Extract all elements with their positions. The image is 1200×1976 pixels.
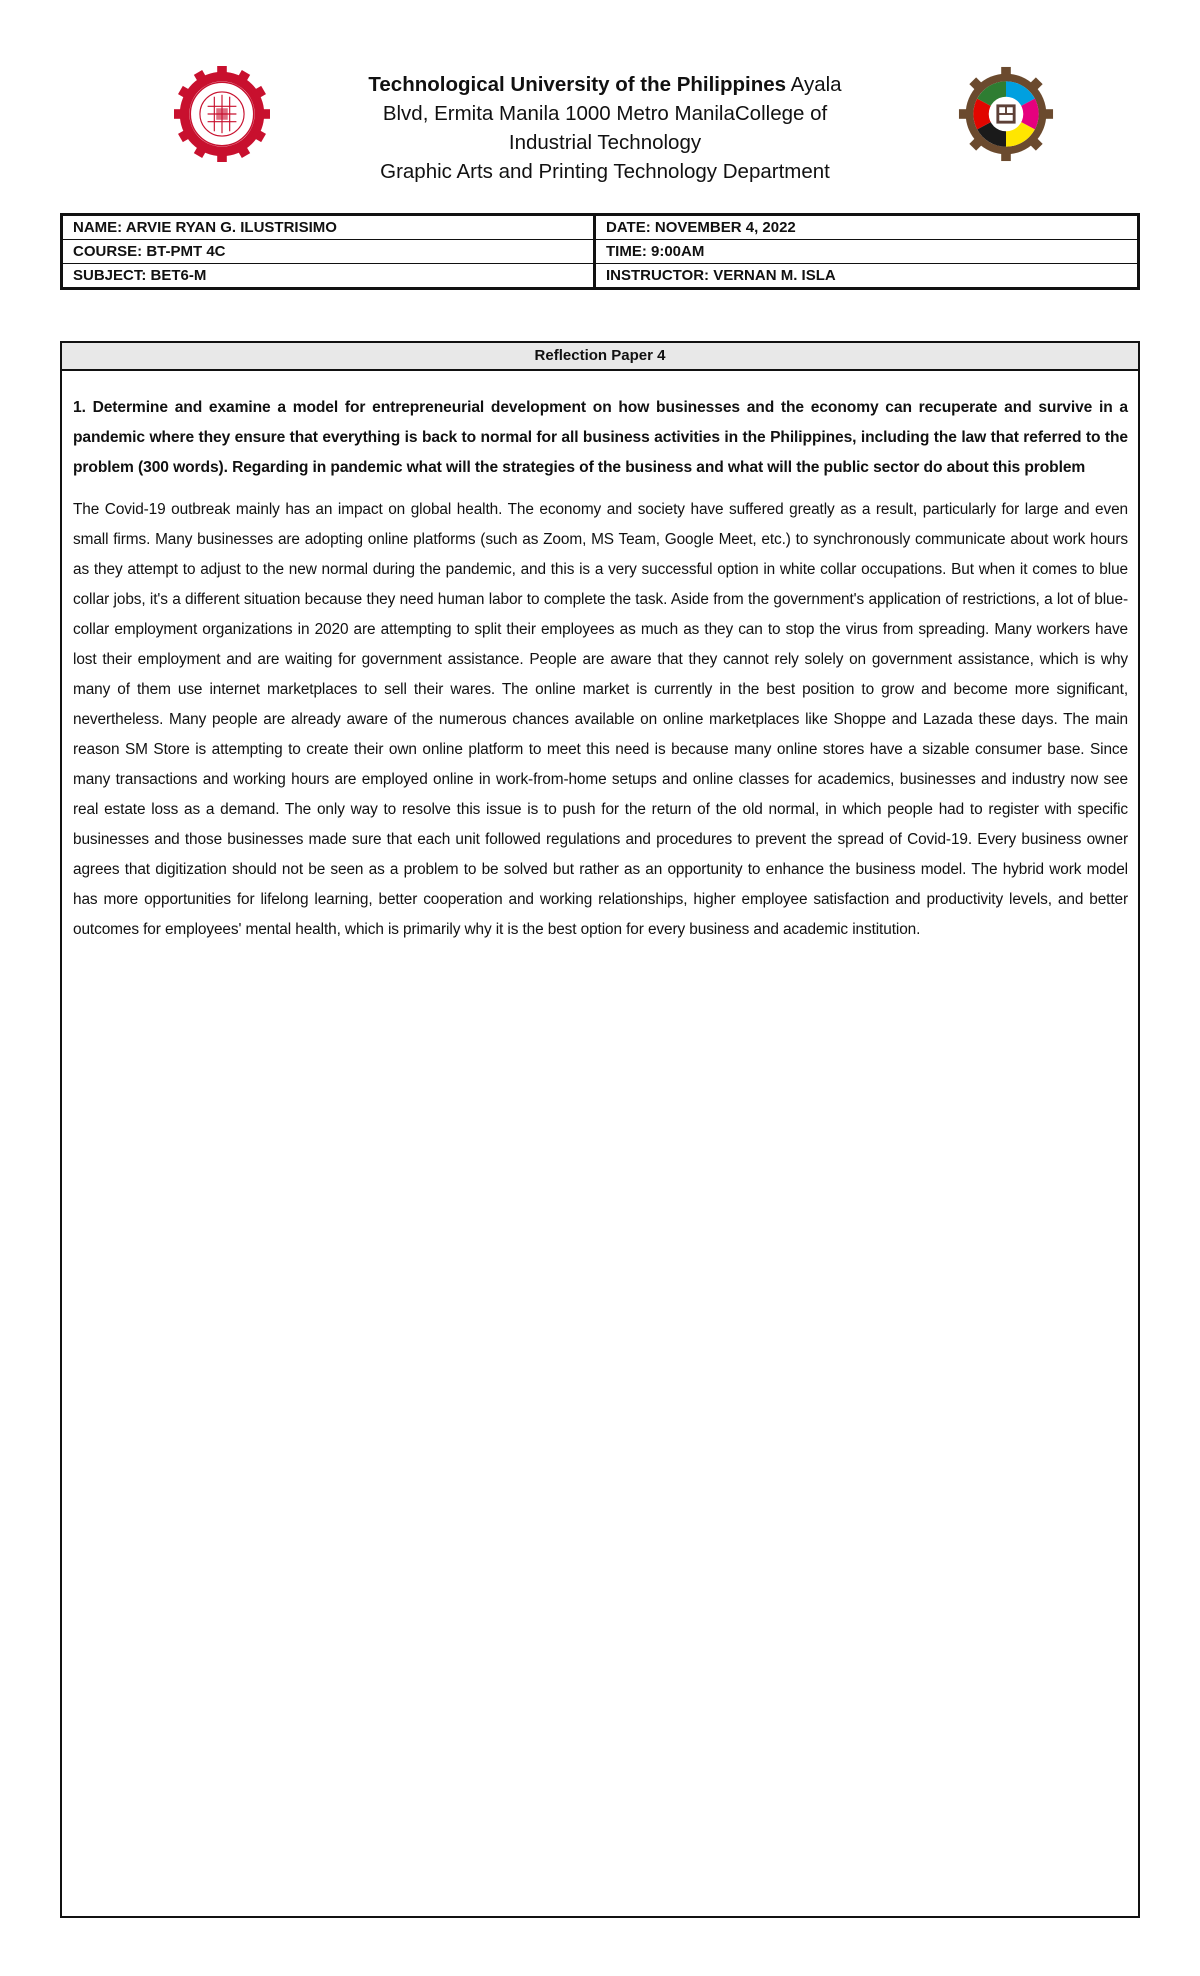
reflection-body: The Covid-19 outbreak mainly has an impact on global health. The economy and society have suffered greatly as a result, particularly for large and even small firms. Many businesses are adopting online platforms (such as Zoom, MS Team, Google Meet, etc.) to synchronously communicate about work hours as they attempt to adjust to the new normal during the pandemic, and this is a very successful option in white collar occupations. But when it comes to blue collar jobs, it's a different situation because they need human labor to complete the task. Aside from the government's application of restrictions, a lot of blue-collar employment organizations in 2020 are attempting to split their employees as much as they can to stop the virus from spreading. Many workers have lost their employment and are waiting for government assistance. People are aware that they cannot rely solely on government assistance, which is why many of them use internet marketplaces to sell their wares. The online market is currently in the best position to grow and become more significant, nevertheless. Many people are already aware of the numerous chances available on online marketplaces like Shoppe and Lazada these days. The main reason SM Store is attempting to create their own online platform to meet this need is because many online stores have a sizable consumer base. Since many transactions and working hours are employed online in work-from-home setups and online classes for academics, businesses and industry now see real estate loss as a demand. The only way to resolve this issue is to push for the return of the old normal, in which people had to register with specific businesses and those businesses made sure that each unit followed regulations and procedures to prevent the spread of Covid-19. Every business owner agrees that digitization should not be seen as a problem to be solved but rather as an opportunity to enhance the business model. The hybrid work model has more opportunities for lifelong learning, better cooperation and working relationships, higher employee satisfaction and productivity levels, and better outcomes for employees' mental health, which is primarily why it is the best option for every business and academic institution. [73,501,1128,938]
student-name: NAME: ARVIE RYAN G. ILUSTRISIMO [62,215,595,240]
info-row [62,215,1139,240]
info-row [62,264,1139,289]
subject: SUBJECT: BET6-M [62,264,595,289]
info-row [62,240,1139,264]
university-header [355,70,855,186]
university-name: Technological University of the Philippines [368,73,787,96]
instructor: INSTRUCTOR: VERNAN M. ISLA [595,264,1139,289]
university-address: Ayala Blvd, Ermita Manila 1000 Metro ManilaCollege of Industrial Technology [382,73,842,154]
gapt-department-seal-icon [958,66,1054,162]
question-prompt: 1. Determine and examine a model for entrepreneurial development on how businesses and the economy can recuperate and survive in a pandemic where they ensure that everything is back to normal for all business activities in the Philippines, including the law that referred to the problem (300 words). Regarding in pandemic what will the strategies of the business and what will the public sector do about this problem [73,399,1128,476]
paper-title: Reflection Paper 4 [62,343,1138,371]
course: COURSE: BT-PMT 4C [62,240,595,264]
tup-seal-icon [174,66,270,162]
reflection-paper-box [60,341,1140,1918]
department-name: Graphic Arts and Printing Technology Department [380,160,830,183]
class-time: TIME: 9:00AM [595,240,1139,264]
submission-date: DATE: NOVEMBER 4, 2022 [595,215,1139,240]
student-info-table [60,213,1140,290]
